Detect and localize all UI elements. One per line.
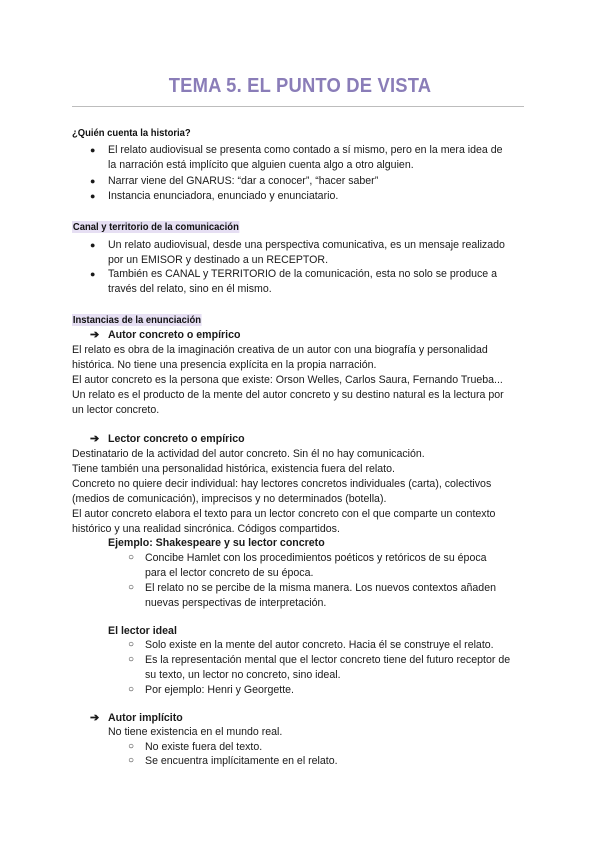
circle-bullet-icon: ○ [128, 582, 135, 593]
arrow-right-icon: ➔ [90, 329, 100, 341]
list-item-line: Concibe Hamlet con los procedimientos poéticos y retóricos de su época [145, 552, 487, 564]
list-item-line: por un EMISOR y destinado a un RECEPTOR. [108, 254, 329, 266]
bullet-icon: ● [90, 191, 96, 201]
circle-bullet-icon: ○ [128, 755, 135, 766]
example-heading: Ejemplo: Shakespeare y su lector concreto [108, 537, 325, 549]
paragraph-line: Concreto no quiere decir individual: hay lectores concretos individuales (carta), colectivos [72, 478, 492, 490]
paragraph-line: El autor concreto es la persona que existe: Orson Welles, Carlos Saura, Fernando Trueba... [72, 374, 503, 386]
subheading-lector-concreto: Lector concreto o empírico [108, 433, 245, 445]
section-heading-canal: Canal y territorio de la comunicación [72, 221, 239, 233]
list-item-line: Narrar viene del GNARUS: “dar a conocer”, “hacer saber” [108, 175, 379, 187]
list-item-line: El relato no se percibe de la misma manera. Los nuevos contextos añaden [145, 582, 496, 594]
list-item-line: para el lector concreto de su época. [145, 567, 314, 579]
paragraph-line: histórico y una realidad sincrónica. Códigos compartidos. [72, 523, 340, 535]
subheading-autor-concreto: Autor concreto o empírico [108, 329, 241, 341]
page-title: TEMA 5. EL PUNTO DE VISTA [168, 75, 432, 97]
list-item-line: También es CANAL y TERRITORIO de la comunicación, esta no solo se produce a [108, 268, 498, 280]
title-divider [72, 106, 524, 107]
bullet-icon: ● [90, 176, 96, 186]
circle-bullet-icon: ○ [128, 684, 135, 695]
paragraph-line: Tiene también una personalidad histórica, existencia fuera del relato. [72, 463, 395, 475]
paragraph-line: (medios de comunicación), imprecisos y no determinados (botella). [72, 493, 387, 505]
paragraph-line: El autor concreto elabora el texto para un lector concreto con el que comparte un contexto [72, 508, 496, 520]
paragraph-line: No tiene existencia en el mundo real. [108, 726, 283, 738]
paragraph-line: un lector concreto. [72, 404, 160, 416]
list-item-line: la narración está implícito que alguien cuenta algo a otro alguien. [108, 159, 414, 171]
arrow-right-icon: ➔ [90, 712, 100, 724]
subheading-lector-ideal: El lector ideal [108, 625, 177, 637]
list-item-line: Se encuentra implícitamente en el relato. [145, 755, 338, 767]
paragraph-line: Destinatario de la actividad del autor concreto. Sin él no hay comunicación. [72, 448, 425, 460]
paragraph-line: histórica. No tiene una presencia explícita en la propia narración. [72, 359, 377, 371]
subheading-autor-implicito: Autor implícito [108, 712, 183, 724]
list-item-line: su texto, un lector no concreto, sino ideal. [145, 669, 341, 681]
list-item-line: Instancia enunciadora, enunciado y enunciatario. [108, 190, 339, 202]
bullet-icon: ● [90, 145, 96, 155]
circle-bullet-icon: ○ [128, 552, 135, 563]
section-heading-quien-cuenta: ¿Quién cuenta la historia? [72, 127, 191, 139]
list-item-line: No existe fuera del texto. [145, 741, 263, 753]
circle-bullet-icon: ○ [128, 741, 135, 752]
section-heading-instancias: Instancias de la enunciación [72, 314, 202, 326]
bullet-icon: ● [90, 269, 96, 279]
circle-bullet-icon: ○ [128, 639, 135, 650]
circle-bullet-icon: ○ [128, 654, 135, 665]
list-item-line: Solo existe en la mente del autor concreto. Hacia él se construye el relato. [145, 639, 494, 651]
list-item-line: El relato audiovisual se presenta como contado a sí mismo, pero en la mera idea de [108, 144, 503, 156]
paragraph-line: Un relato es el producto de la mente del autor concreto y su destino natural es la lectura por [72, 389, 504, 401]
bullet-icon: ● [90, 240, 96, 250]
list-item-line: Es la representación mental que el lector concreto tiene del futuro receptor de [145, 654, 511, 666]
list-item-line: nuevas perspectivas de interpretación. [145, 597, 327, 609]
arrow-right-icon: ➔ [90, 433, 100, 445]
list-item-line: Por ejemplo: Henri y Georgette. [145, 684, 294, 696]
list-item-line: través del relato, sino en él mismo. [108, 283, 272, 295]
paragraph-line: El relato es obra de la imaginación creativa de un autor con una biografía y personalidad [72, 344, 488, 356]
list-item-line: Un relato audiovisual, desde una perspectiva comunicativa, es un mensaje realizado [108, 239, 505, 251]
